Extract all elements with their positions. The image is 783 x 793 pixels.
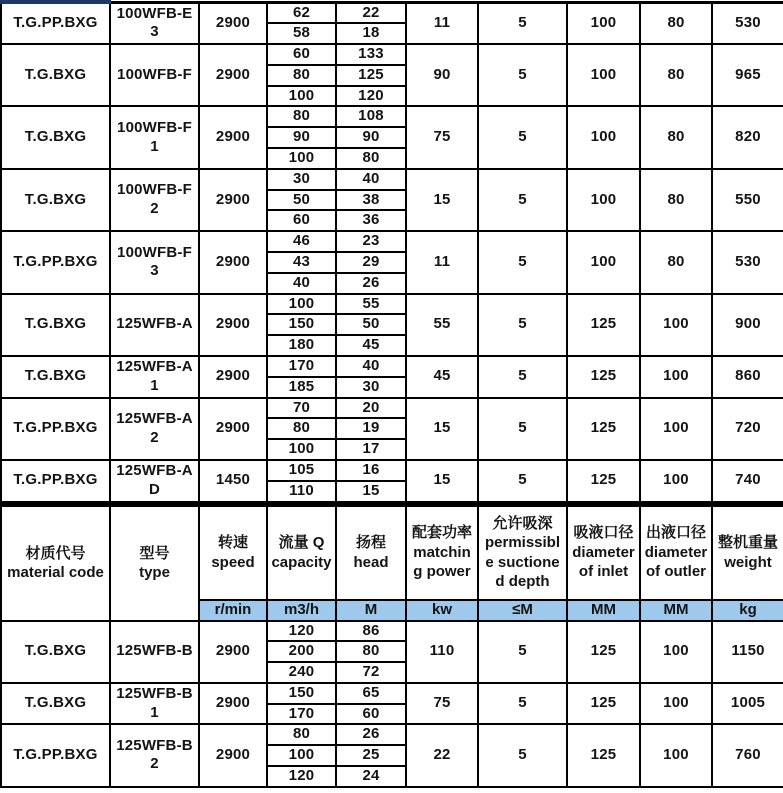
cell-material-code: T.G.PP.BXG — [1, 724, 110, 786]
cell-head: 72 — [336, 662, 406, 683]
header-en-label: capacity — [271, 553, 332, 571]
cell-flow-capacity: 100 — [267, 439, 336, 460]
cell-inlet-diameter: 100 — [567, 2, 640, 44]
cell-suction-depth: 5 — [478, 356, 567, 398]
cell-head: 26 — [336, 724, 406, 745]
cell-inlet-diameter: 125 — [567, 621, 640, 683]
cell-head: 65 — [336, 683, 406, 704]
column-header-band — [1, 504, 783, 621]
cell-material-code: T.G.PP.BXG — [1, 398, 110, 460]
spec-row — [1, 724, 783, 745]
cell-matching-power: 55 — [406, 294, 478, 356]
header-en-label: material code — [7, 564, 104, 582]
cell-weight: 740 — [712, 460, 783, 504]
cell-matching-power: 15 — [406, 398, 478, 460]
cell-outlet-diameter: 80 — [640, 44, 712, 106]
cell-suction-depth: 5 — [478, 169, 567, 231]
spec-row — [1, 44, 783, 65]
column-header-material — [1, 504, 110, 621]
cell-head: 40 — [336, 169, 406, 190]
cell-flow-capacity: 90 — [267, 127, 336, 148]
cell-material-code: T.G.BXG — [1, 621, 110, 683]
cell-outlet-diameter: 80 — [640, 2, 712, 44]
cell-model-type: 100WFB-F2 — [110, 169, 199, 231]
cell-material-code: T.G.BXG — [1, 106, 110, 168]
spec-row — [1, 2, 783, 23]
cell-inlet-diameter: 125 — [567, 683, 640, 725]
cell-inlet-diameter: 125 — [567, 356, 640, 398]
cell-head: 15 — [336, 481, 406, 504]
cell-material-code: T.G.PP.BXG — [1, 2, 110, 44]
cell-head: 26 — [336, 273, 406, 294]
cell-material-code: T.G.BXG — [1, 44, 110, 106]
cell-suction-depth: 5 — [478, 2, 567, 44]
cell-flow-capacity: 105 — [267, 460, 336, 481]
header-en-label: weight — [724, 553, 772, 571]
spec-row — [1, 169, 783, 190]
cell-model-type: 125WFB-A1 — [110, 356, 199, 398]
spec-row — [1, 106, 783, 127]
cell-flow-capacity: 40 — [267, 273, 336, 294]
cell-flow-capacity: 50 — [267, 190, 336, 211]
cell-head: 125 — [336, 65, 406, 86]
cell-flow-capacity: 60 — [267, 44, 336, 65]
cell-head: 19 — [336, 418, 406, 439]
spec-rows-lower-section — [1, 621, 783, 787]
cell-speed: 2900 — [199, 724, 267, 786]
spec-row — [1, 294, 783, 315]
cell-speed: 2900 — [199, 2, 267, 44]
cell-inlet-diameter: 100 — [567, 44, 640, 106]
cell-speed: 2900 — [199, 44, 267, 106]
spec-row — [1, 683, 783, 704]
cell-flow-capacity: 100 — [267, 148, 336, 169]
cell-outlet-diameter: 80 — [640, 169, 712, 231]
cell-head: 40 — [336, 356, 406, 377]
cell-flow-capacity: 80 — [267, 724, 336, 745]
cell-outlet-diameter: 100 — [640, 724, 712, 786]
cell-flow-capacity: 43 — [267, 252, 336, 273]
cell-speed: 2900 — [199, 231, 267, 293]
cell-matching-power: 110 — [406, 621, 478, 683]
cell-weight: 720 — [712, 398, 783, 460]
cell-head: 45 — [336, 335, 406, 356]
cell-model-type: 125WFB-A2 — [110, 398, 199, 460]
header-cn-label: 材质代号 — [25, 544, 86, 562]
unit-capacity: m3/h — [267, 600, 336, 621]
cell-model-type: 100WFB-E3 — [110, 2, 199, 44]
header-en-label: diameter of inlet — [572, 543, 635, 581]
unit-depth: ≤M — [478, 600, 567, 621]
cell-suction-depth: 5 — [478, 44, 567, 106]
cell-flow-capacity: 62 — [267, 2, 336, 23]
cell-outlet-diameter: 100 — [640, 621, 712, 683]
cell-speed: 2900 — [199, 294, 267, 356]
unit-inlet: MM — [567, 600, 640, 621]
header-cn-label: 转速 — [217, 534, 248, 552]
cell-flow-capacity: 170 — [267, 356, 336, 377]
cell-head: 30 — [336, 377, 406, 398]
cell-weight: 550 — [712, 169, 783, 231]
cell-suction-depth: 5 — [478, 294, 567, 356]
cell-suction-depth: 5 — [478, 724, 567, 786]
cell-flow-capacity: 185 — [267, 377, 336, 398]
cell-speed: 2900 — [199, 356, 267, 398]
cell-flow-capacity: 58 — [267, 23, 336, 44]
cell-head: 120 — [336, 86, 406, 107]
cell-outlet-diameter: 100 — [640, 294, 712, 356]
cell-matching-power: 90 — [406, 44, 478, 106]
spec-rows-upper-section — [1, 2, 783, 504]
header-cn-label: 整机重量 — [717, 534, 778, 552]
cell-suction-depth: 5 — [478, 231, 567, 293]
cell-model-type: 125WFB-B — [110, 621, 199, 683]
cell-outlet-diameter: 80 — [640, 106, 712, 168]
cell-head: 23 — [336, 231, 406, 252]
cell-head: 38 — [336, 190, 406, 211]
cell-model-type: 125WFB-B1 — [110, 683, 199, 725]
column-header-outlet — [640, 504, 712, 600]
header-cn-label: 允许吸深 — [492, 514, 553, 532]
header-en-label: head — [353, 553, 389, 571]
cell-outlet-diameter: 100 — [640, 356, 712, 398]
cell-head: 20 — [336, 398, 406, 419]
cell-matching-power: 15 — [406, 460, 478, 504]
cell-flow-capacity: 120 — [267, 766, 336, 787]
cell-suction-depth: 5 — [478, 398, 567, 460]
cell-inlet-diameter: 100 — [567, 106, 640, 168]
header-en-label: permissible suctioned depth — [484, 534, 561, 591]
cell-flow-capacity: 240 — [267, 662, 336, 683]
cell-head: 108 — [336, 106, 406, 127]
cell-matching-power: 15 — [406, 169, 478, 231]
cell-material-code: T.G.BXG — [1, 683, 110, 725]
cell-head: 80 — [336, 148, 406, 169]
cell-matching-power: 11 — [406, 231, 478, 293]
header-cn-label: 出液口径 — [645, 524, 706, 542]
cell-weight: 1005 — [712, 683, 783, 725]
column-header-power — [406, 504, 478, 600]
cell-model-type: 125WFB-B2 — [110, 724, 199, 786]
spec-row — [1, 398, 783, 419]
cell-model-type: 100WFB-F3 — [110, 231, 199, 293]
cell-head: 18 — [336, 23, 406, 44]
cell-model-type: 125WFB-AD — [110, 460, 199, 504]
cell-model-type: 125WFB-A — [110, 294, 199, 356]
unit-outlet: MM — [640, 600, 712, 621]
cell-head: 133 — [336, 44, 406, 65]
cell-head: 22 — [336, 2, 406, 23]
cell-flow-capacity: 60 — [267, 210, 336, 231]
cell-head: 55 — [336, 294, 406, 315]
cell-matching-power: 45 — [406, 356, 478, 398]
cell-weight: 1150 — [712, 621, 783, 683]
cell-inlet-diameter: 100 — [567, 169, 640, 231]
cell-head: 60 — [336, 704, 406, 725]
cell-weight: 530 — [712, 2, 783, 44]
cell-outlet-diameter: 80 — [640, 231, 712, 293]
cell-flow-capacity: 100 — [267, 294, 336, 315]
cell-head: 50 — [336, 314, 406, 335]
cell-speed: 1450 — [199, 460, 267, 504]
cell-flow-capacity: 80 — [267, 418, 336, 439]
column-header-head — [336, 504, 406, 600]
cell-flow-capacity: 46 — [267, 231, 336, 252]
cell-flow-capacity: 100 — [267, 86, 336, 107]
cell-weight: 820 — [712, 106, 783, 168]
cell-head: 29 — [336, 252, 406, 273]
cell-suction-depth: 5 — [478, 621, 567, 683]
cell-head: 90 — [336, 127, 406, 148]
cell-head: 36 — [336, 210, 406, 231]
column-header-type — [110, 504, 199, 621]
cell-matching-power: 75 — [406, 106, 478, 168]
cell-head: 24 — [336, 766, 406, 787]
header-cn-label: 流量 Q — [278, 534, 325, 552]
cell-flow-capacity: 100 — [267, 745, 336, 766]
column-header-capacity — [267, 504, 336, 600]
cell-weight: 965 — [712, 44, 783, 106]
header-cn-label: 型号 — [139, 544, 170, 562]
header-cn-label: 配套功率 — [411, 524, 472, 542]
cell-inlet-diameter: 125 — [567, 724, 640, 786]
cell-weight: 530 — [712, 231, 783, 293]
spec-row — [1, 621, 783, 642]
cell-flow-capacity: 170 — [267, 704, 336, 725]
cell-matching-power: 11 — [406, 2, 478, 44]
column-header-depth — [478, 504, 567, 600]
header-en-label: speed — [211, 553, 255, 571]
cell-head: 17 — [336, 439, 406, 460]
cell-inlet-diameter: 125 — [567, 294, 640, 356]
cell-head: 80 — [336, 641, 406, 662]
cell-flow-capacity: 180 — [267, 335, 336, 356]
cell-material-code: T.G.PP.BXG — [1, 460, 110, 504]
cell-outlet-diameter: 100 — [640, 460, 712, 504]
column-header-speed — [199, 504, 267, 600]
cell-suction-depth: 5 — [478, 683, 567, 725]
cell-suction-depth: 5 — [478, 106, 567, 168]
cell-weight: 860 — [712, 356, 783, 398]
unit-head: M — [336, 600, 406, 621]
spec-row — [1, 460, 783, 481]
cell-speed: 2900 — [199, 398, 267, 460]
cell-inlet-diameter: 125 — [567, 460, 640, 504]
cell-flow-capacity: 150 — [267, 314, 336, 335]
cell-flow-capacity: 200 — [267, 641, 336, 662]
cell-inlet-diameter: 125 — [567, 398, 640, 460]
cell-matching-power: 75 — [406, 683, 478, 725]
spec-row — [1, 231, 783, 252]
header-row — [1, 504, 783, 600]
cell-flow-capacity: 30 — [267, 169, 336, 190]
cell-suction-depth: 5 — [478, 460, 567, 504]
column-header-inlet — [567, 504, 640, 600]
cell-model-type: 100WFB-F — [110, 44, 199, 106]
cell-outlet-diameter: 100 — [640, 683, 712, 725]
unit-speed: r/min — [199, 600, 267, 621]
cell-speed: 2900 — [199, 106, 267, 168]
cell-model-type: 100WFB-F1 — [110, 106, 199, 168]
header-en-label: type — [139, 564, 170, 582]
cell-speed: 2900 — [199, 683, 267, 725]
spec-row — [1, 356, 783, 377]
cell-head: 86 — [336, 621, 406, 642]
cell-weight: 760 — [712, 724, 783, 786]
cell-outlet-diameter: 100 — [640, 398, 712, 460]
header-en-label: matching power — [413, 543, 471, 581]
cell-speed: 2900 — [199, 621, 267, 683]
unit-power: kw — [406, 600, 478, 621]
column-header-weight — [712, 504, 783, 600]
cell-weight: 900 — [712, 294, 783, 356]
cell-material-code: T.G.BXG — [1, 294, 110, 356]
cell-head: 16 — [336, 460, 406, 481]
cell-flow-capacity: 110 — [267, 481, 336, 504]
cell-flow-capacity: 150 — [267, 683, 336, 704]
header-en-label: diameter of outler — [644, 543, 708, 581]
cell-flow-capacity: 70 — [267, 398, 336, 419]
cell-flow-capacity: 80 — [267, 106, 336, 127]
cell-material-code: T.G.BXG — [1, 356, 110, 398]
cell-speed: 2900 — [199, 169, 267, 231]
cell-head: 25 — [336, 745, 406, 766]
cell-inlet-diameter: 100 — [567, 231, 640, 293]
unit-weight: kg — [712, 600, 783, 621]
cell-flow-capacity: 80 — [267, 65, 336, 86]
cell-material-code: T.G.BXG — [1, 169, 110, 231]
cell-flow-capacity: 120 — [267, 621, 336, 642]
header-cn-label: 吸液口径 — [573, 524, 634, 542]
header-cn-label: 扬程 — [355, 534, 386, 552]
cell-material-code: T.G.PP.BXG — [1, 231, 110, 293]
cell-matching-power: 22 — [406, 724, 478, 786]
